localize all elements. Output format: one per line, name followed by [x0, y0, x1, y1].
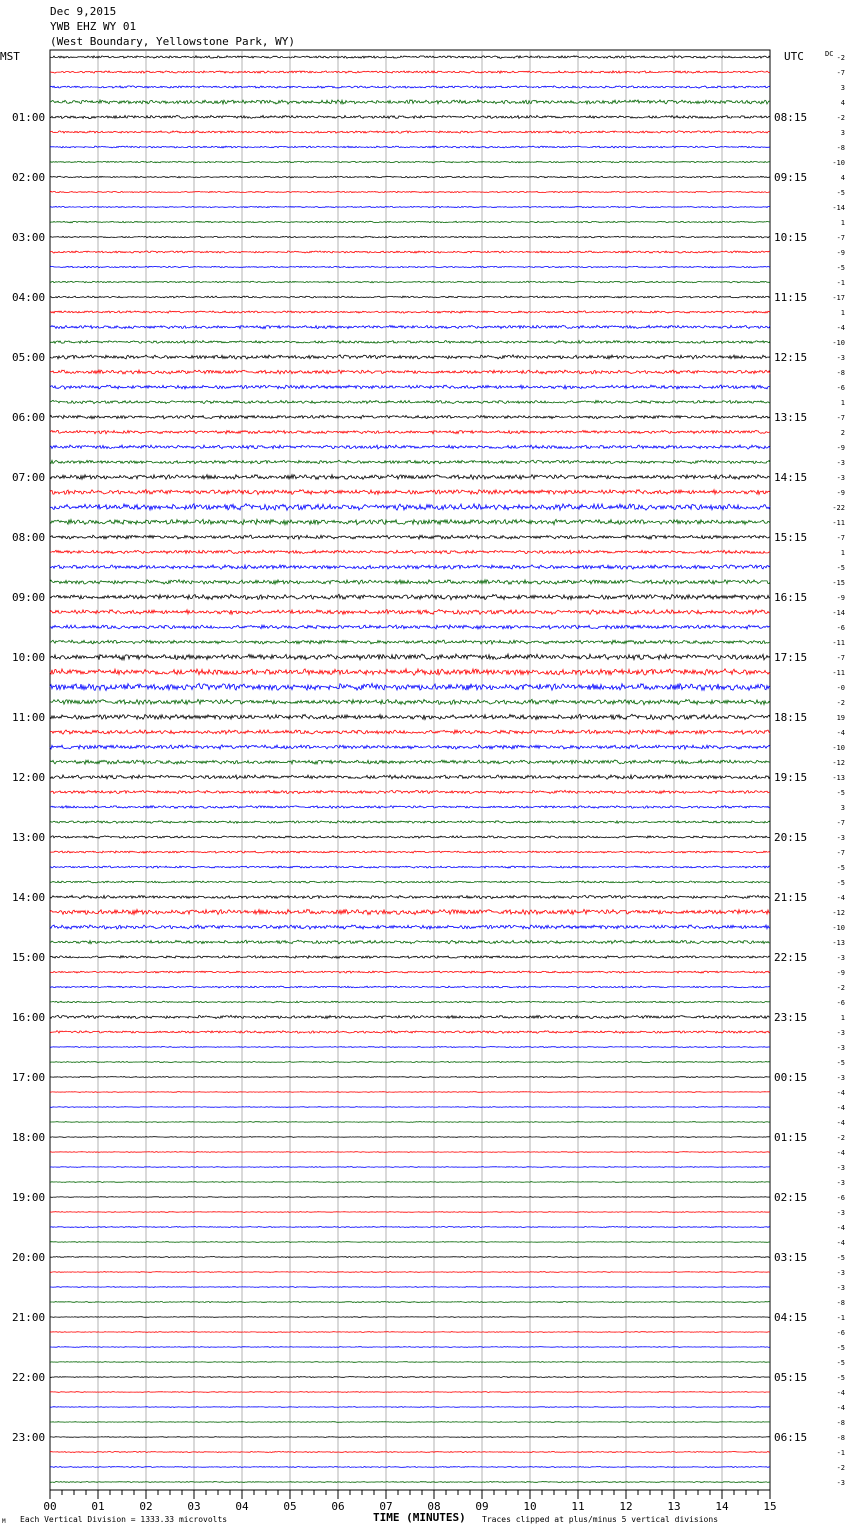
- dc-offset-label: 3: [840, 129, 845, 137]
- hour-label-mst: 04:00: [12, 291, 46, 304]
- hour-label-utc: 15:15: [774, 531, 808, 544]
- dc-offset-label: -5: [836, 879, 845, 887]
- trace-row: [50, 971, 770, 973]
- trace-row: [50, 460, 770, 464]
- trace-row: [50, 790, 770, 793]
- dc-offset-label: -10: [832, 744, 845, 752]
- trace-row: [50, 714, 770, 719]
- trace-row: [50, 1332, 770, 1333]
- dc-offset-label: -5: [836, 1344, 845, 1352]
- hour-label-mst: 23:00: [12, 1431, 46, 1444]
- trace-row: [50, 654, 770, 660]
- trace-row: [50, 836, 770, 838]
- dc-offset-label: -4: [836, 1224, 845, 1232]
- dc-offset-label: -10: [832, 924, 845, 932]
- trace-row: [50, 1422, 770, 1423]
- dc-offset-label: -3: [836, 1479, 845, 1487]
- x-tick-label: 02: [139, 1500, 153, 1513]
- dc-offset-label: -3: [836, 1179, 845, 1187]
- dc-offset-label: -5: [836, 1254, 845, 1262]
- dc-offset-label: -8: [836, 144, 845, 152]
- dc-offset-label: -10: [832, 339, 845, 347]
- hour-label-mst: 12:00: [12, 771, 46, 784]
- dc-offset-label: 1: [840, 1014, 845, 1022]
- trace-row: [50, 221, 770, 223]
- trace-row: [50, 161, 770, 163]
- trace-row: [50, 1407, 770, 1408]
- dc-offset-label: -4: [836, 1089, 845, 1097]
- trace-row: [50, 851, 770, 853]
- dc-offset-label: -5: [836, 564, 845, 572]
- dc-offset-label: -2: [836, 1134, 845, 1142]
- trace-row: [50, 1182, 770, 1183]
- trace-row: [50, 1226, 770, 1227]
- dc-offset-label: -5: [836, 789, 845, 797]
- hour-label-mst: 03:00: [12, 231, 46, 244]
- x-tick-label: 05: [283, 1500, 297, 1513]
- dc-offset-label: -10: [832, 159, 845, 167]
- dc-offset-label: -12: [832, 759, 845, 767]
- hour-label-utc: 09:15: [774, 171, 808, 184]
- hour-label-utc: 03:15: [774, 1251, 808, 1264]
- hour-label-utc: 22:15: [774, 951, 808, 964]
- hour-label-utc: 16:15: [774, 591, 808, 604]
- dc-offset-label: -6: [836, 384, 845, 392]
- dc-offset-label: -9: [836, 969, 845, 977]
- trace-row: [50, 1302, 770, 1303]
- x-tick-label: 13: [667, 1500, 681, 1513]
- dc-offset-label: -5: [836, 264, 845, 272]
- hour-label-utc: 04:15: [774, 1311, 808, 1324]
- trace-row: [50, 895, 770, 898]
- trace-row: [50, 986, 770, 988]
- trace-row: [50, 176, 770, 178]
- trace-row: [50, 1467, 770, 1468]
- hour-label-mst: 14:00: [12, 891, 46, 904]
- trace-row: [50, 236, 770, 238]
- dc-offset-label: -2: [836, 54, 845, 62]
- trace-row: [50, 400, 770, 403]
- trace-row: [50, 640, 770, 644]
- x-tick-label: 00: [43, 1500, 57, 1513]
- trace-row: [50, 1031, 770, 1034]
- trace-row: [50, 594, 770, 599]
- trace-row: [50, 1377, 770, 1378]
- dc-offset-label: -3: [836, 474, 845, 482]
- trace-row: [50, 281, 770, 283]
- trace-row: [50, 699, 770, 704]
- trace-row: [50, 610, 770, 615]
- trace-row: [50, 1317, 770, 1318]
- dc-offset-label: -7: [836, 849, 845, 857]
- hour-label-mst: 09:00: [12, 591, 46, 604]
- hour-label-mst: 20:00: [12, 1251, 46, 1264]
- trace-row: [50, 1437, 770, 1438]
- dc-offset-label: 2: [840, 429, 845, 437]
- dc-offset-label: 4: [840, 99, 845, 107]
- dc-offset-label: -17: [832, 294, 845, 302]
- dc-offset-label: -5: [836, 1059, 845, 1067]
- dc-offset-label: -7: [836, 819, 845, 827]
- x-tick-label: 10: [523, 1500, 537, 1513]
- hour-label-utc: 23:15: [774, 1011, 808, 1024]
- dc-offset-label: -6: [836, 1194, 845, 1202]
- x-tick-label: 12: [619, 1500, 633, 1513]
- trace-row: [50, 115, 770, 118]
- hour-label-utc: 21:15: [774, 891, 808, 904]
- hour-label-utc: 01:15: [774, 1131, 808, 1144]
- hour-label-mst: 07:00: [12, 471, 46, 484]
- dc-offset-label: -4: [836, 1239, 845, 1247]
- dc-offset-label: -6: [836, 999, 845, 1007]
- hour-label-utc: 10:15: [774, 231, 808, 244]
- dc-offset-label: -14: [832, 204, 845, 212]
- trace-row: [50, 475, 770, 480]
- trace-row: [50, 535, 770, 539]
- trace-row: [50, 56, 770, 59]
- x-tick-label: 04: [235, 1500, 249, 1513]
- hour-label-mst: 13:00: [12, 831, 46, 844]
- dc-offset-label: -11: [832, 669, 845, 677]
- dc-offset-label: -2: [836, 699, 845, 707]
- trace-row: [50, 909, 770, 914]
- dc-offset-label: -3: [836, 1164, 845, 1172]
- x-tick-label: 08: [427, 1500, 441, 1513]
- trace-row: [50, 881, 770, 883]
- dc-offset-label: -11: [832, 519, 845, 527]
- trace-row: [50, 1272, 770, 1273]
- trace-row: [50, 146, 770, 148]
- dc-offset-label: -3: [836, 954, 845, 962]
- hour-label-utc: 02:15: [774, 1191, 808, 1204]
- trace-row: [50, 866, 770, 868]
- hour-label-mst: 05:00: [12, 351, 46, 364]
- dc-offset-label: -3: [836, 1284, 845, 1292]
- trace-row: [50, 206, 770, 207]
- x-tick-label: 07: [379, 1500, 393, 1513]
- dc-offset-label: 1: [840, 399, 845, 407]
- trace-row: [50, 191, 770, 192]
- trace-row: [50, 296, 770, 298]
- dc-offset-label: -3: [836, 1029, 845, 1037]
- dc-offset-label: -8: [836, 1434, 845, 1442]
- hour-label-utc: 08:15: [774, 111, 808, 124]
- hour-label-utc: 14:15: [774, 471, 808, 484]
- trace-row: [50, 445, 770, 449]
- trace-row: [50, 1015, 770, 1018]
- dc-offset-label: -6: [836, 1329, 845, 1337]
- trace-row: [50, 325, 770, 328]
- trace-row: [50, 131, 770, 133]
- hour-label-utc: 11:15: [774, 291, 808, 304]
- dc-offset-label: -4: [836, 1389, 845, 1397]
- dc-offset-label: -9: [836, 249, 845, 257]
- trace-row: [50, 415, 770, 419]
- trace-row: [50, 625, 770, 629]
- dc-offset-label: -4: [836, 1404, 845, 1412]
- trace-row: [50, 669, 770, 676]
- x-axis: [43, 1490, 776, 1513]
- trace-row: [50, 266, 770, 268]
- trace-row: [50, 1197, 770, 1198]
- hour-label-mst: 11:00: [12, 711, 46, 724]
- dc-offset-label: -1: [836, 1314, 845, 1322]
- right-timezone: UTC: [784, 50, 804, 63]
- header-station: YWB EHZ WY 01: [50, 20, 137, 33]
- dc-offset-label: -6: [836, 624, 845, 632]
- trace-row: [50, 1362, 770, 1363]
- dc-offset-label: -2: [836, 114, 845, 122]
- dc-offset-label: -3: [836, 354, 845, 362]
- footer-mark: M: [2, 1518, 6, 1525]
- dc-offset-label: -22: [832, 504, 845, 512]
- trace-row: [50, 940, 770, 944]
- trace-row: [50, 683, 770, 690]
- left-timezone: MST: [0, 50, 20, 63]
- dc-offset-label: 4: [840, 174, 845, 182]
- hour-label-mst: 17:00: [12, 1071, 46, 1084]
- trace-row: [50, 1107, 770, 1108]
- dc-offset-label: -13: [832, 774, 845, 782]
- hour-label-mst: 08:00: [12, 531, 46, 544]
- dc-offset-label: 1: [840, 219, 845, 227]
- dc-offset-label: -3: [836, 459, 845, 467]
- trace-row: [50, 341, 770, 344]
- hour-label-utc: 12:15: [774, 351, 808, 364]
- dc-offset-label: -3: [836, 1209, 845, 1217]
- x-tick-label: 03: [187, 1500, 201, 1513]
- dc-offset-label: -7: [836, 654, 845, 662]
- hour-label-mst: 10:00: [12, 651, 46, 664]
- scale-note: Each Vertical Division = 1333.33 microvolts: [20, 1515, 228, 1524]
- hour-label-mst: 19:00: [12, 1191, 46, 1204]
- dc-offset-label: -5: [836, 1359, 845, 1367]
- trace-row: [50, 1392, 770, 1393]
- dc-offset-label: -8: [836, 1419, 845, 1427]
- dc-offset-label: -3: [836, 1269, 845, 1277]
- trace-row: [50, 760, 770, 764]
- dc-offset-label: -7: [836, 534, 845, 542]
- dc-offset-label: -7: [836, 414, 845, 422]
- dc-offset-label: -12: [832, 909, 845, 917]
- trace-row: [50, 1287, 770, 1288]
- header-date: Dec 9,2015: [50, 5, 117, 18]
- hour-label-mst: 01:00: [12, 111, 46, 124]
- dc-offset-label: -2: [836, 984, 845, 992]
- hour-label-mst: 16:00: [12, 1011, 46, 1024]
- dc-offset-label: -4: [836, 1104, 845, 1112]
- dc-offset-label: -7: [836, 234, 845, 242]
- dc-offset-label: -4: [836, 324, 845, 332]
- hour-label-mst: 21:00: [12, 1311, 46, 1324]
- trace-row: [50, 1137, 770, 1138]
- trace-row: [50, 806, 770, 809]
- header-location: (West Boundary, Yellowstone Park, WY): [50, 35, 296, 48]
- trace-row: [50, 86, 770, 88]
- dc-offset-label: 3: [840, 804, 845, 812]
- trace-row: [50, 1167, 770, 1168]
- trace-row: [50, 1242, 770, 1243]
- dc-label: DC: [825, 50, 834, 58]
- trace-row: [50, 1092, 770, 1093]
- dc-offset-label: -4: [836, 894, 845, 902]
- x-tick-label: 14: [715, 1500, 729, 1513]
- dc-offset-label: -0: [836, 684, 845, 692]
- hour-label-mst: 22:00: [12, 1371, 46, 1384]
- hour-label-mst: 06:00: [12, 411, 46, 424]
- x-tick-label: 01: [91, 1500, 105, 1513]
- trace-row: [50, 580, 770, 585]
- trace-row: [50, 71, 770, 73]
- hour-label-mst: 15:00: [12, 951, 46, 964]
- trace-row: [50, 1062, 770, 1063]
- dc-offset-label: 19: [836, 714, 845, 722]
- dc-offset-label: -8: [836, 1299, 845, 1307]
- trace-row: [50, 1257, 770, 1258]
- hour-label-mst: 02:00: [12, 171, 46, 184]
- trace-row: [50, 251, 770, 253]
- dc-offset-label: -3: [836, 1074, 845, 1082]
- hour-label-utc: 13:15: [774, 411, 808, 424]
- dc-offset-label: -14: [832, 609, 845, 617]
- trace-row: [50, 430, 770, 434]
- trace-row: [50, 490, 770, 495]
- trace-row: [50, 1122, 770, 1123]
- trace-row: [50, 550, 770, 554]
- hour-label-utc: 20:15: [774, 831, 808, 844]
- trace-row: [50, 385, 770, 389]
- trace-row: [50, 1212, 770, 1213]
- trace-row: [50, 519, 770, 524]
- hour-label-mst: 18:00: [12, 1131, 46, 1144]
- trace-row: [50, 1451, 770, 1452]
- x-tick-label: 15: [763, 1500, 777, 1513]
- trace-row: [50, 775, 770, 779]
- dc-offset-label: -7: [836, 69, 845, 77]
- dc-offset-label: -9: [836, 594, 845, 602]
- trace-row: [50, 730, 770, 734]
- trace-row: [50, 956, 770, 959]
- x-axis-label: TIME (MINUTES): [373, 1511, 466, 1524]
- dc-offset-label: -1: [836, 1449, 845, 1457]
- trace-row: [50, 745, 770, 749]
- dc-offset-label: -3: [836, 1044, 845, 1052]
- dc-offset-label: 3: [840, 84, 845, 92]
- dc-offset-label: -9: [836, 444, 845, 452]
- trace-row: [50, 311, 770, 313]
- hour-label-utc: 06:15: [774, 1431, 808, 1444]
- dc-offset-label: -5: [836, 1374, 845, 1382]
- trace-row: [50, 1001, 770, 1003]
- dc-offset-label: -2: [836, 1464, 845, 1472]
- x-tick-label: 11: [571, 1500, 585, 1513]
- trace-row: [50, 821, 770, 824]
- x-tick-label: 09: [475, 1500, 489, 1513]
- trace-row: [50, 1152, 770, 1153]
- plot-frame: [50, 50, 770, 1490]
- dc-offset-label: -5: [836, 864, 845, 872]
- minute-gridlines: [98, 50, 722, 1490]
- trace-row: [50, 1482, 770, 1483]
- hour-label-utc: 00:15: [774, 1071, 808, 1084]
- dc-offset-label: -3: [836, 834, 845, 842]
- hour-label-utc: 05:15: [774, 1371, 808, 1384]
- dc-offset-label: -4: [836, 729, 845, 737]
- trace-row: [50, 1047, 770, 1048]
- trace-row: [50, 504, 770, 511]
- hour-label-utc: 18:15: [774, 711, 808, 724]
- dc-offset-label: -5: [836, 189, 845, 197]
- trace-row: [50, 100, 770, 104]
- dc-offset-label: 1: [840, 549, 845, 557]
- hour-label-utc: 19:15: [774, 771, 808, 784]
- clip-note: Traces clipped at plus/minus 5 vertical divisions: [482, 1515, 719, 1524]
- trace-row: [50, 355, 770, 359]
- dc-offset-label: -11: [832, 639, 845, 647]
- dc-offset-label: -8: [836, 369, 845, 377]
- trace-row: [50, 1347, 770, 1348]
- dc-offset-label: 1: [840, 309, 845, 317]
- dc-offset-label: -4: [836, 1149, 845, 1157]
- trace-row: [50, 370, 770, 374]
- dc-offset-label: -9: [836, 489, 845, 497]
- trace-row: [50, 565, 770, 569]
- trace-row: [50, 1077, 770, 1078]
- hour-label-utc: 17:15: [774, 651, 808, 664]
- dc-offset-label: -15: [832, 579, 845, 587]
- dc-offset-label: -13: [832, 939, 845, 947]
- trace-row: [50, 925, 770, 929]
- dc-offset-label: -1: [836, 279, 845, 287]
- seismic-traces: [50, 56, 770, 1483]
- x-tick-label: 06: [331, 1500, 345, 1513]
- dc-offset-label: -4: [836, 1119, 845, 1127]
